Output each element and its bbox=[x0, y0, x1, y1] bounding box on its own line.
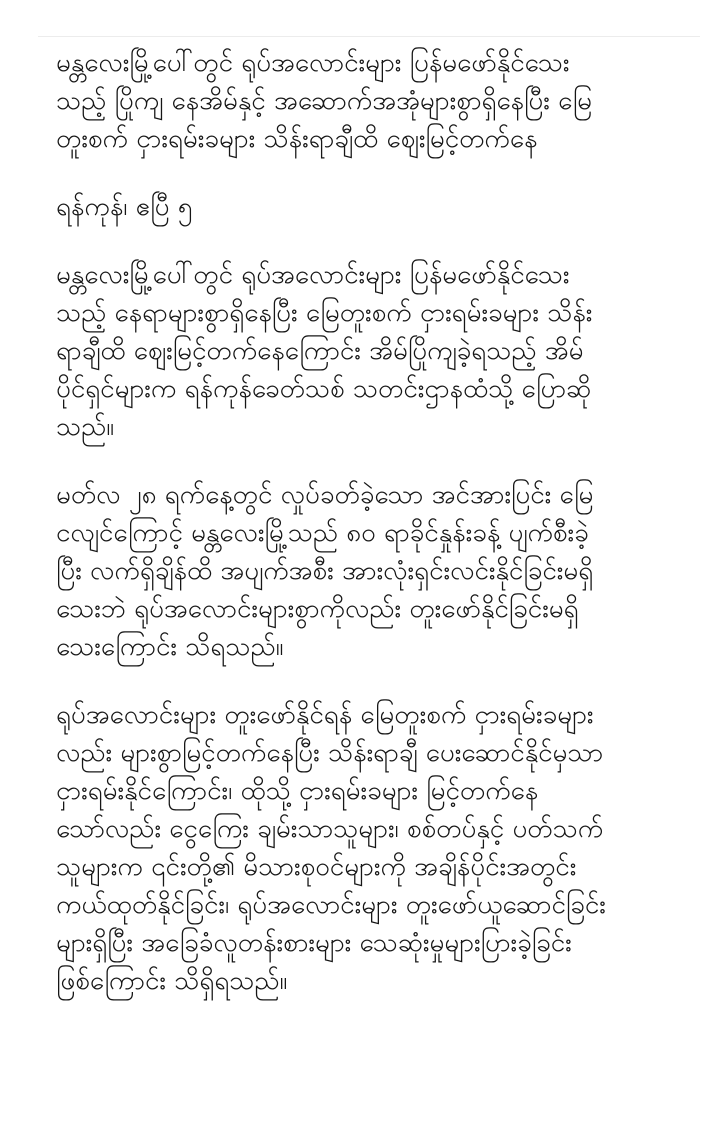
headline bbox=[56, 44, 696, 158]
paragraph-line: ရာချီထိ ဈေးမြင့်တက်နေကြောင်း အိမ်ပြိုကျခဲ့ရသည့် အိမ် bbox=[56, 336, 584, 366]
paragraph-line: ကယ်ထုတ်နိုင်ခြင်း၊ ရုပ်အလောင်းများ တူးဖော်ယူဆောင်ခြင်း bbox=[56, 890, 606, 920]
paragraph-line: သေးဘဲ ရုပ်အလောင်းများစွာကိုလည်း တူးဖော်နိုင်ခြင်းမရှိ bbox=[56, 594, 579, 624]
paragraph-line: မန္တလေးမြို့ပေါ်တွင် ရုပ်အလောင်းများ ပြန်မဖော်နိုင်သေး bbox=[56, 260, 570, 290]
news-article bbox=[56, 44, 696, 1000]
paragraph-line: ရုပ်အလောင်းများ တူးဖော်နိုင်ရန် မြေတူးစက် ငှားရမ်းခများ bbox=[56, 700, 594, 730]
headline-line: သည့် ပြိုကျ နေအိမ်နှင့် အဆောက်အအုံများစွာရှိနေပြီး မြေ bbox=[56, 86, 592, 116]
paragraph-line: များရှိပြီး အခြေခံလူတန်းစားများ သေဆုံးမှုများပြားခဲ့ခြင်း bbox=[56, 928, 572, 958]
headline-line: တူးစက် ငှားရမ်းခများ သိန်းရာချီထိ ဈေးမြင့်တက်နေ bbox=[56, 124, 538, 154]
paragraph-line: သည်။ bbox=[56, 412, 115, 442]
paragraph-3 bbox=[56, 696, 696, 1000]
paragraph-line: ဖြစ်ကြောင်း သိရှိရသည်။ bbox=[56, 966, 288, 996]
dateline-text: ရန်ကုန်၊ ဧပြီ ၅ bbox=[56, 192, 193, 222]
dateline bbox=[56, 188, 696, 226]
paragraph-2 bbox=[56, 476, 696, 666]
paragraph-line: မတ်လ ၂၈ ရက်နေ့တွင် လှုပ်ခတ်ခဲ့သော အင်အားပြင်း မြေ bbox=[56, 480, 594, 510]
paragraph-line: ပိုင်ရှင်များက ရန်ကုန်ခေတ်သစ် သတင်းဌာနထံသို့ ပြောဆို bbox=[56, 374, 592, 404]
paragraph-line: လည်း များစွာမြင့်တက်နေပြီး သိန်းရာချီ ပေးဆောင်နိုင်မှသာ bbox=[56, 738, 604, 768]
paragraph-1 bbox=[56, 256, 696, 446]
paragraph-line: ငှားရမ်းနိုင်ကြောင်း၊ ထိုသို့ ငှားရမ်းခများ မြင့်တက်နေ bbox=[56, 776, 539, 806]
paragraph-line: ပြီး လက်ရှိချိန်ထိ အပျက်အစီး အားလုံးရှင်းလင်းနိုင်ခြင်းမရှိ bbox=[56, 556, 594, 586]
headline-line: မန္တလေးမြို့ပေါ်တွင် ရုပ်အလောင်းများ ပြန်မဖော်နိုင်သေး bbox=[56, 48, 570, 78]
paragraph-line: ငလျင်ကြောင့် မန္တလေးမြို့သည် ၈၀ ရာခိုင်နှုန်းခန့် ပျက်စီးခဲ့ bbox=[56, 518, 589, 548]
paragraph-line: သူများက ၎င်းတို့၏ မိသားစုဝင်များကို အချိန်ပိုင်းအတွင်း bbox=[56, 852, 577, 882]
paragraph-line: သော်လည်း ငွေကြေး ချမ်းသာသူများ၊ စစ်တပ်နှင့် ပတ်သက် bbox=[56, 814, 604, 844]
paragraph-line: သည့် နေရာများစွာရှိနေပြီး မြေတူးစက် ငှားရမ်းခများ သိန်း bbox=[56, 298, 593, 328]
top-divider bbox=[38, 36, 700, 37]
paragraph-line: သေးကြောင်း သိရသည်။ bbox=[56, 632, 284, 662]
